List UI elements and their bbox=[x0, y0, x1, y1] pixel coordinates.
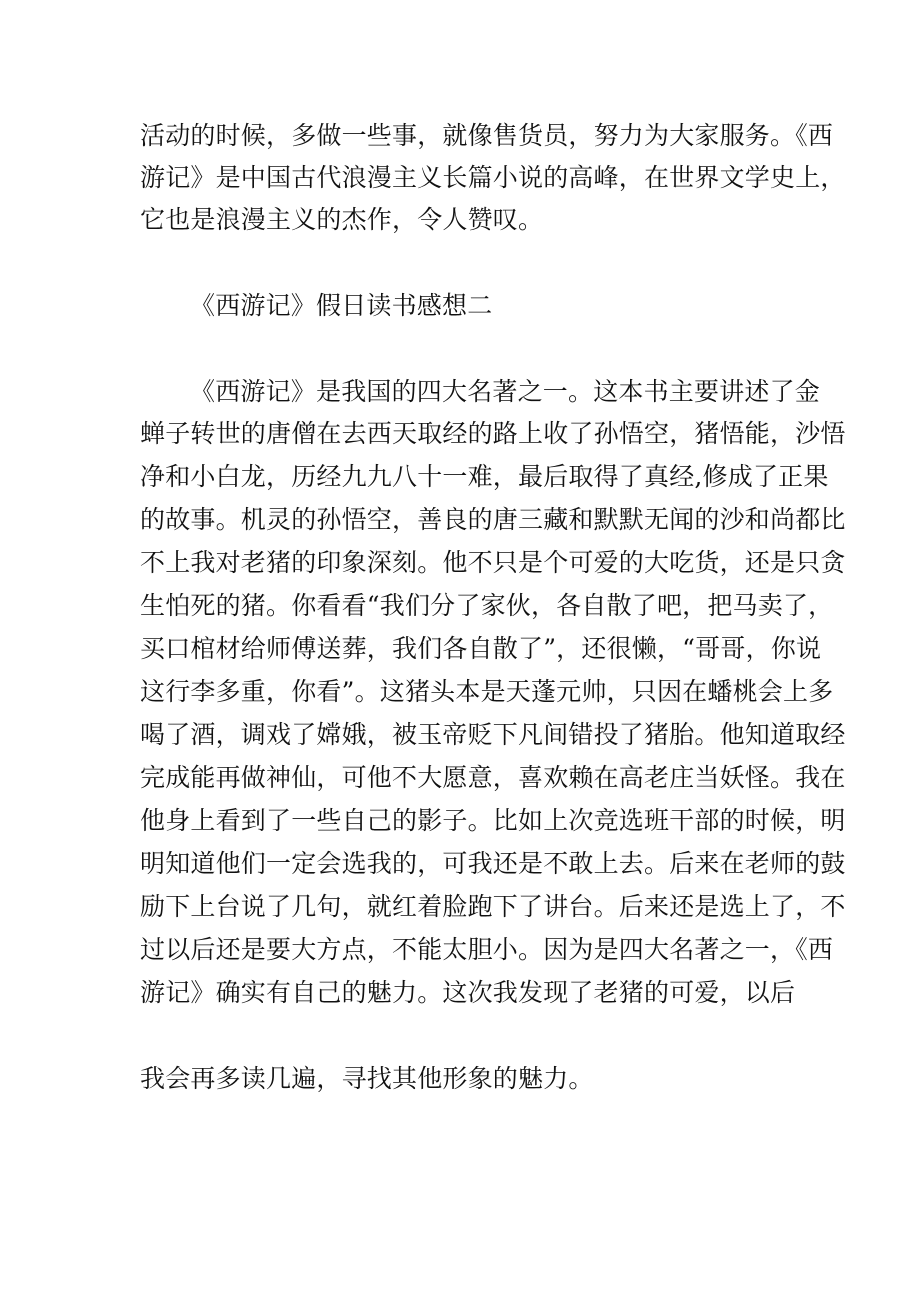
para2-line-8: 这行李多重，你看”。这猪头本是天蓬元帅，只因在蟠桃会上多 bbox=[140, 677, 834, 706]
para2-line-9: 喝了酒，调戏了嫦娥，被玉帝贬下凡间错投了猪胎。他知道取经 bbox=[140, 720, 846, 749]
para1-line-3: 它也是浪漫主义的杰作，令人赞叹。 bbox=[140, 205, 544, 234]
para2-line-10: 完成能再做神仙，可他不大愿意，喜欢赖在高老庄当妖怪。我在 bbox=[140, 763, 846, 792]
para2-line-7: 买口棺材给师傅送葬，我们各自散了”，还很懒，“哥哥，你说 bbox=[140, 634, 822, 663]
para3-line-1: 我会再多读几遍，寻找其他形象的魅力。 bbox=[140, 1064, 594, 1093]
para2-line-5: 不上我对老猪的印象深刻。他不只是个可爱的大吃货，还是只贪 bbox=[140, 548, 846, 577]
para2-line-15: 游记》确实有自己的魅力。这次我发现了老猪的可爱，以后 bbox=[140, 978, 796, 1007]
para2-line-11: 他身上看到了一些自己的影子。比如上次竞选班干部的时候，明 bbox=[140, 806, 846, 835]
para2-line-13: 励下上台说了几句，就红着脸跑下了讲台。后来还是选上了，不 bbox=[140, 892, 846, 921]
para2-line-6: 生怕死的猪。你看看“我们分了家伙，各自散了吧，把马卖了， bbox=[140, 591, 834, 620]
section-title: 《西游记》假日读书感想二 bbox=[190, 291, 493, 320]
para2-line-3: 净和小白龙，历经九九八十一难，最后取得了真经,修成了正果 bbox=[140, 462, 829, 491]
para1-line-2: 游记》是中国古代浪漫主义长篇小说的高峰，在世界文学史上， bbox=[140, 163, 846, 192]
para2-line-12: 明知道他们一定会选我的，可我还是不敢上去。后来在老师的鼓 bbox=[140, 849, 846, 878]
para2-line-2: 蝉子转世的唐僧在去西天取经的路上收了孙悟空，猪悟能，沙悟 bbox=[140, 419, 846, 448]
para1-line-1: 活动的时候，多做一些事，就像售货员，努力为大家服务。《西 bbox=[140, 121, 834, 150]
para2-line-4: 的故事。机灵的孙悟空，善良的唐三藏和默默无闻的沙和尚都比 bbox=[140, 505, 846, 534]
para2-line-1: 《西游记》是我国的四大名著之一。这本书主要讲述了金 bbox=[190, 377, 821, 406]
para2-line-14: 过以后还是要大方点，不能太胆小。因为是四大名著之一，《西 bbox=[140, 935, 834, 964]
